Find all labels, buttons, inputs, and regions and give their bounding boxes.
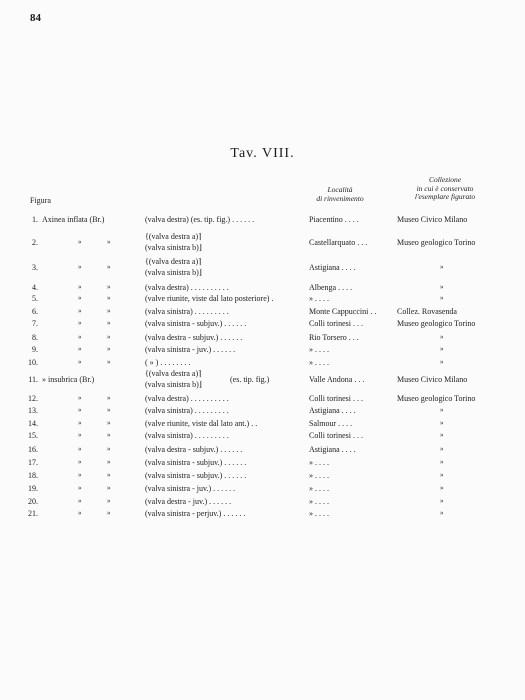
- collection: »: [440, 358, 444, 366]
- collection: Collez. Rovasenda: [397, 307, 457, 316]
- ditto-mark: »: [78, 333, 82, 341]
- locality: Colli torinesi . . .: [309, 319, 363, 328]
- ditto-mark: »: [107, 406, 111, 414]
- figure-number: 5.: [32, 294, 38, 303]
- ditto-mark: »: [107, 283, 111, 291]
- plate-title: Tav. VIII.: [230, 146, 295, 161]
- figure-number: 11.: [28, 375, 38, 384]
- description-group: [145, 256, 202, 278]
- ditto-mark: »: [107, 497, 111, 505]
- description-line: {(valva destra a)⌉: [145, 232, 202, 241]
- locality: » . . . .: [309, 358, 329, 367]
- locality: » . . . .: [309, 484, 329, 493]
- ditto-mark: »: [107, 445, 111, 453]
- collection: »: [440, 458, 444, 466]
- ditto-mark: »: [78, 406, 82, 414]
- ditto-mark: »: [107, 238, 111, 246]
- ditto-mark: »: [78, 358, 82, 366]
- locality: Salmour . . . .: [309, 419, 353, 428]
- ditto-mark: »: [78, 509, 82, 517]
- description: (valva destra) . . . . . . . . . .: [145, 283, 229, 292]
- description-extra: (es. tip. fig.): [230, 375, 270, 384]
- locality: » . . . .: [309, 509, 329, 518]
- header-figure: Figura: [30, 196, 51, 205]
- description: (valva destra - subjuv.) . . . . . .: [145, 445, 243, 454]
- description-group: [145, 368, 202, 390]
- figure-number: 2.: [32, 238, 38, 247]
- collection: »: [440, 445, 444, 453]
- description: (valva sinistra) . . . . . . . . .: [145, 431, 229, 440]
- table-row: [0, 214, 525, 225]
- ditto-mark: »: [107, 484, 111, 492]
- ditto-mark: »: [107, 294, 111, 302]
- locality: » . . . .: [309, 497, 329, 506]
- description: (valve riunite, viste dal lato posteriore) .: [145, 294, 274, 303]
- locality: » . . . .: [309, 345, 329, 354]
- table-row: [0, 444, 525, 455]
- page-number: 84: [30, 12, 41, 24]
- description-line: {(valva destra a)⌉: [145, 257, 202, 266]
- ditto-mark: »: [78, 394, 82, 402]
- description: (valva destra) . . . . . . . . . .: [145, 394, 229, 403]
- locality: Colli torinesi . . .: [309, 431, 363, 440]
- table-row: [0, 257, 525, 277]
- collection: Museo geologico Torino: [397, 394, 476, 403]
- ditto-mark: »: [107, 419, 111, 427]
- figure-number: 9.: [32, 345, 38, 354]
- header-collection-line2: in cui è conservato: [416, 183, 474, 193]
- collection: »: [440, 484, 444, 492]
- collection: »: [440, 471, 444, 479]
- locality: » . . . .: [309, 471, 329, 480]
- description: (valva sinistra - subjuv.) . . . . . .: [145, 471, 247, 480]
- locality: Monte Cappuccini . .: [309, 307, 377, 316]
- description-line: (valva sinistra b)⌋: [145, 243, 202, 252]
- species-name: » insubrica (Br.): [42, 375, 95, 384]
- figure-number: 12.: [28, 394, 38, 403]
- table-row: [0, 405, 525, 416]
- figure-number: 4.: [32, 283, 38, 292]
- table-row: [0, 369, 525, 389]
- collection: »: [440, 263, 444, 271]
- ditto-mark: »: [78, 445, 82, 453]
- ditto-mark: »: [107, 263, 111, 271]
- ditto-mark: »: [107, 431, 111, 439]
- header-collection: [390, 176, 500, 202]
- ditto-mark: »: [107, 319, 111, 327]
- table-row: [0, 293, 525, 304]
- collection: »: [440, 294, 444, 302]
- table-row: [0, 457, 525, 468]
- figure-number: 17.: [28, 458, 38, 467]
- figure-number: 10.: [28, 358, 38, 367]
- locality: Astigiana . . . .: [309, 406, 356, 415]
- description: (valva destra) (es. tip. fig.) . . . . . .: [145, 215, 255, 224]
- description: (valva sinistra - juv.) . . . . . .: [145, 484, 236, 493]
- ditto-mark: »: [107, 333, 111, 341]
- figure-number: 8.: [32, 333, 38, 342]
- figure-number: 14.: [28, 419, 38, 428]
- ditto-mark: »: [78, 458, 82, 466]
- collection: »: [440, 497, 444, 505]
- collection: »: [440, 345, 444, 353]
- collection: »: [440, 431, 444, 439]
- description-line: (valva sinistra b)⌋: [145, 380, 202, 389]
- ditto-mark: »: [107, 345, 111, 353]
- locality: Albenga . . . .: [309, 283, 353, 292]
- ditto-mark: »: [78, 484, 82, 492]
- table-row: [0, 496, 525, 507]
- header-locality: [290, 186, 390, 203]
- ditto-mark: »: [107, 358, 111, 366]
- locality: Colli torinesi . . .: [309, 394, 363, 403]
- ditto-mark: »: [78, 307, 82, 315]
- ditto-mark: »: [78, 345, 82, 353]
- table-row: [0, 232, 525, 252]
- table-row: [0, 318, 525, 329]
- locality: Rio Torsero . . .: [309, 333, 359, 342]
- header-collection-line1: Collezione: [428, 175, 462, 184]
- description: ( » ) . . . . . . . .: [145, 358, 191, 367]
- figure-number: 1.: [32, 215, 38, 224]
- figure-number: 6.: [32, 307, 38, 316]
- table-row: [0, 344, 525, 355]
- table-row: [0, 418, 525, 429]
- locality: Castellarquato . . .: [309, 238, 368, 247]
- ditto-mark: »: [78, 294, 82, 302]
- ditto-mark: »: [107, 458, 111, 466]
- table-row: [0, 332, 525, 343]
- figure-number: 21.: [28, 509, 38, 518]
- description: (valva sinistra - subjuv.) . . . . . .: [145, 319, 247, 328]
- collection: Museo Civico Milano: [397, 375, 468, 384]
- collection: »: [440, 333, 444, 341]
- header-collection-line3: l'esemplare figurato: [414, 192, 476, 201]
- description-line: (valva sinistra b)⌋: [145, 268, 202, 277]
- locality: Piacentino . . . .: [309, 215, 359, 224]
- species-name: Axinea inflata (Br.): [42, 215, 105, 224]
- table-row: [0, 282, 525, 293]
- description: (valva sinistra - juv.) . . . . . .: [145, 345, 236, 354]
- collection: Museo geologico Torino: [397, 319, 476, 328]
- ditto-mark: »: [78, 263, 82, 271]
- collection: »: [440, 419, 444, 427]
- header-locality-line1: Località: [327, 185, 353, 194]
- collection: »: [440, 509, 444, 517]
- collection: »: [440, 406, 444, 414]
- ditto-mark: »: [78, 471, 82, 479]
- ditto-mark: »: [78, 497, 82, 505]
- locality: Astigiana . . . .: [309, 445, 356, 454]
- description-group: [145, 231, 202, 253]
- figure-number: 16.: [28, 445, 38, 454]
- collection: »: [440, 283, 444, 291]
- ditto-mark: »: [107, 394, 111, 402]
- collection: Museo Civico Milano: [397, 215, 468, 224]
- table-row: [0, 393, 525, 404]
- figure-number: 18.: [28, 471, 38, 480]
- locality: » . . . .: [309, 458, 329, 467]
- description: (valva destra - juv.) . . . . . .: [145, 497, 232, 506]
- description: (valva sinistra - subjuv.) . . . . . .: [145, 458, 247, 467]
- ditto-mark: »: [107, 307, 111, 315]
- table-row: [0, 430, 525, 441]
- description: (valva destra - subjuv.) . . . . . .: [145, 333, 243, 342]
- figure-number: 13.: [28, 406, 38, 415]
- description: (valva sinistra) . . . . . . . . .: [145, 307, 229, 316]
- ditto-mark: »: [107, 509, 111, 517]
- figure-number: 19.: [28, 484, 38, 493]
- locality: Valle Andona . . .: [309, 375, 365, 384]
- description: (valva sinistra) . . . . . . . . .: [145, 406, 229, 415]
- ditto-mark: »: [78, 431, 82, 439]
- figure-number: 3.: [32, 263, 38, 272]
- figure-number: 15.: [28, 431, 38, 440]
- collection: Museo geologico Torino: [397, 238, 476, 247]
- locality: Astigiana . . . .: [309, 263, 356, 272]
- locality: » . . . .: [309, 294, 329, 303]
- figure-number: 20.: [28, 497, 38, 506]
- figure-number: 7.: [32, 319, 38, 328]
- header-locality-line2: di rinvenimento: [316, 193, 364, 203]
- ditto-mark: »: [78, 319, 82, 327]
- description: (valve riunite, viste dal lato ant.) . .: [145, 419, 258, 428]
- ditto-mark: »: [78, 419, 82, 427]
- ditto-mark: »: [78, 238, 82, 246]
- table-row: [0, 357, 525, 368]
- table-row: [0, 483, 525, 494]
- table-row: [0, 306, 525, 317]
- ditto-mark: »: [107, 471, 111, 479]
- ditto-mark: »: [78, 283, 82, 291]
- table-row: [0, 470, 525, 481]
- description-line: {(valva destra a)⌉: [145, 369, 202, 378]
- table-row: [0, 508, 525, 519]
- description: (valva sinistra - perjuv.) . . . . . .: [145, 509, 246, 518]
